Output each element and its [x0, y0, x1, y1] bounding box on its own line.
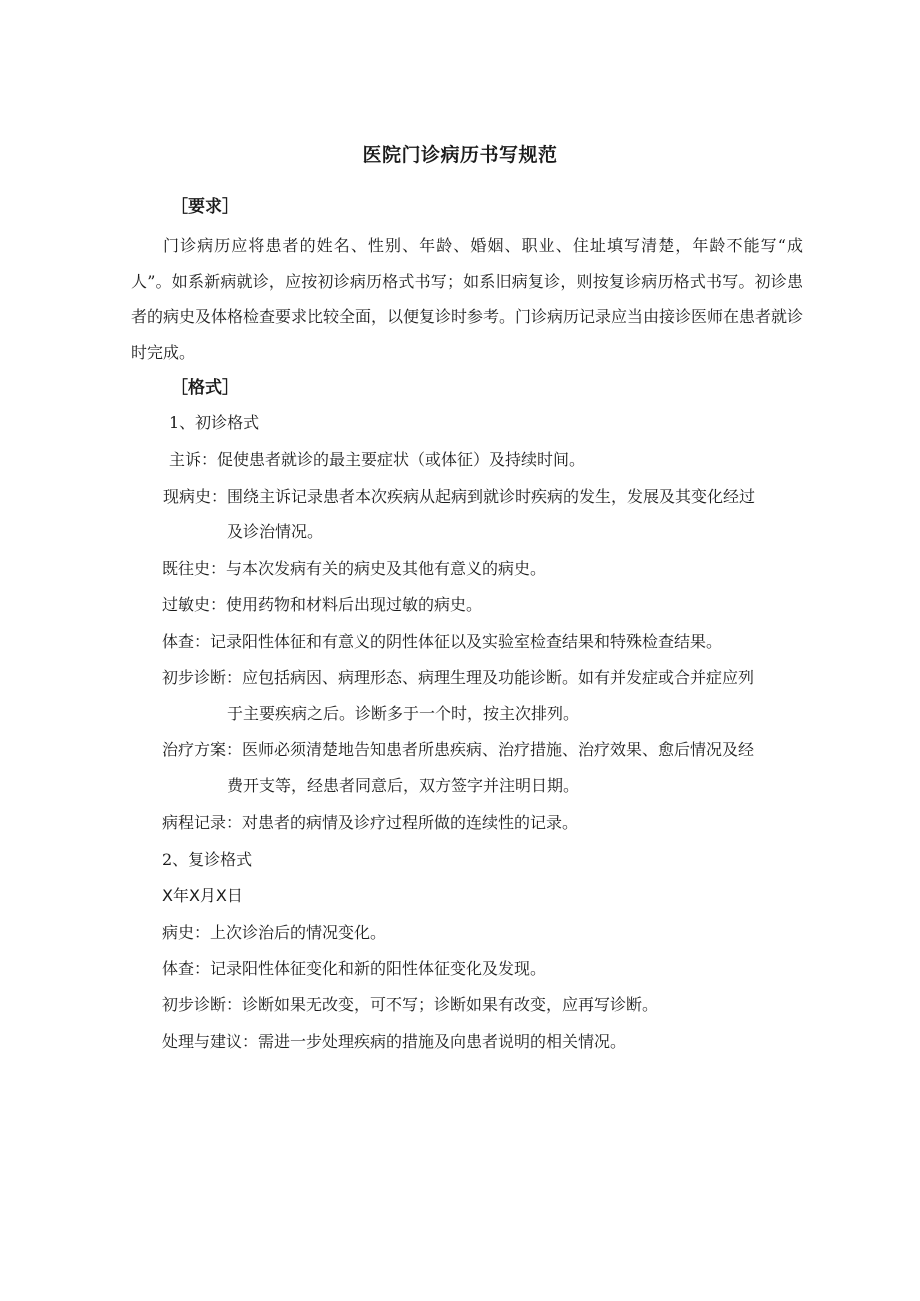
- treatment-plan-continuation: 费开支等，经患者同意后，双方签字并注明日期。: [227, 776, 580, 795]
- treatment-plan-line: 治疗方案：医师必须清楚地告知患者所患疾病、治疗措施、治疗效果、愈后情况及经: [162, 740, 755, 759]
- chief-complaint-line: 主诉：促使患者就诊的最主要症状（或体征）及持续时间。: [169, 450, 586, 469]
- past-history-line: 既往史：与本次发病有关的病史及其他有意义的病史。: [162, 559, 547, 578]
- followup-history-line: 病史：上次诊治后的情况变化。: [162, 923, 387, 942]
- followup-physical-exam-line: 体查：记录阳性体征变化和新的阳性体征变化及发现。: [162, 959, 547, 978]
- diagnosis-line: 初步诊断：应包括病因、病理形态、病理生理及功能诊断。如有并发症或合并症应列: [162, 668, 755, 687]
- course-record-line: 病程记录：对患者的病情及诊疗过程所做的连续性的记录。: [162, 813, 579, 832]
- physical-exam-line: 体查：记录阳性体征和有意义的阴性体征以及实验室检查结果和特殊检查结果。: [162, 632, 723, 651]
- followup-date-line: X年X月X日: [162, 886, 243, 905]
- present-history-continuation: 及诊治情况。: [227, 522, 324, 541]
- page-title: 医院门诊病历书写规范: [362, 144, 558, 166]
- diagnosis-continuation: 于主要疾病之后。诊断多于一个时，按主次排列。: [227, 704, 580, 723]
- followup-diagnosis-line: 初步诊断：诊断如果无改变，可不写；诊断如果有改变，应再写诊断。: [162, 995, 659, 1014]
- followup-handling-line: 处理与建议：需进一步处理疾病的措施及向患者说明的相关情况。: [162, 1032, 627, 1051]
- requirements-heading: ［要求］: [171, 197, 239, 217]
- initial-format-heading: 1、初诊格式: [169, 413, 260, 432]
- requirements-paragraph: 门诊病历应将患者的姓名、性别、年龄、婚姻、职业、住址填写清楚，年龄不能写“成人”。如系新病就诊，应按初诊病历格式书写；如系旧病复诊，则按复诊病历格式书写。初诊患者的病史及体格检查要求比较全面，以便复诊时参考。门诊病历记录应当由接诊医师在患者就诊时完成。: [131, 236, 804, 362]
- allergy-history-line: 过敏史：使用药物和材料后出现过敏的病史。: [162, 595, 483, 614]
- present-history-line: 现病史：围绕主诉记录患者本次疾病从起病到就诊时疾病的发生，发展及其变化经过: [163, 487, 756, 506]
- followup-format-heading: 2、复诊格式: [162, 850, 253, 869]
- format-heading: ［格式］: [171, 378, 239, 398]
